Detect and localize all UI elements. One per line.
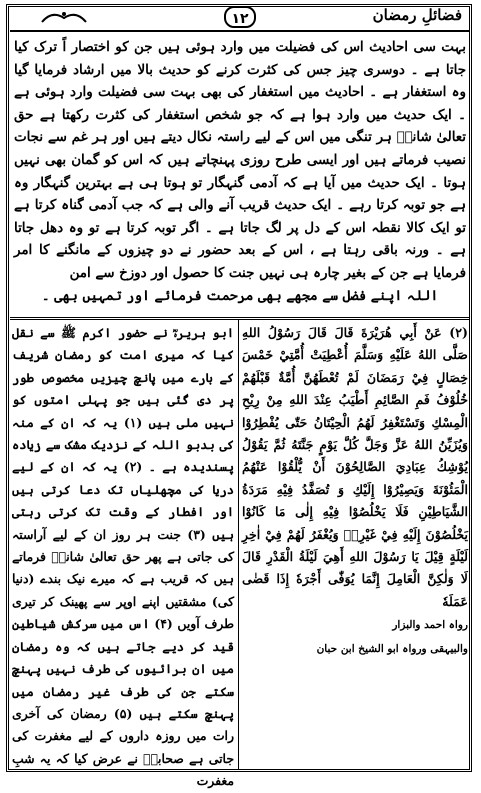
hadith-source-line-2: والبیہقی ورواہ ابو الشیخ ابن حبان xyxy=(316,642,468,655)
urdu-translation-text: ابو ہریرہؓ نے حضور اکرم ﷺ سے نقل کیا کہ میری امت کو رمضان شریف کے بارے میں پانچ چیزیں مخصوص طور پر دی گئی ہیں جو پہلی امتوں کو نہیں ملی ہیں (۱) یہ کہ ان کے منہ کی بدبو اللہ کے نزدیک مشک سے زیادہ پسندیدہ ہے ۔ (۲) یہ کہ ان کے لیے دریا کی مچھلیاں تک دعا کرتی ہیں اور افطار کے وقت تک کرتی رہتی ہیں (۳) جنت ہر روز ان کے لیے آراستہ کی جاتی ہے پھر حق تعالیٰ شانہٗ فرماتے ہیں کہ قریب ہے کہ میرے نیک بندے (دنیا کی) مشقتیں اپنے اوپر سے پھینک کر تیری طرف آویں (۴) اس میں سرکش شیاطین قید کر دیے جاتے ہیں کہ وہ رمضان میں ان برائیوں کی طرف نہیں پہنچ سکتے جن کی طرف غیر رمضان میں پہنچ سکتے ہیں (۵) رمضان کی آخری رات میں روزہ داروں کے لیے مغفرت کی جاتی ہے صحابہؓ نے عرض کیا کہ یہ شبِ مغفرت xyxy=(12,325,235,789)
section-divider xyxy=(10,317,470,320)
ornament-icon xyxy=(40,8,88,26)
page-title: فضائلِ رمضان xyxy=(372,6,462,24)
intro-paragraph xyxy=(14,36,466,307)
hadith-source xyxy=(242,613,468,660)
column-divider xyxy=(238,320,239,770)
arabic-hadith-column xyxy=(242,322,468,660)
page-number: ۱۲ xyxy=(224,6,256,28)
intro-text: بہت سی احادیث اس کی فضیلت میں وارد ہوئی ہیں جن کو اختصار اً ترک کیا جاتا ہے ۔ دوسری چیز جس کی کثرت کرنے کو حدیث بالا میں ارشاد فرمایا گیا وہ استغفار ہے ۔ احادیث میں استغفار کی بھی بہت سی فضیلت وارد ہوئی ہے ۔ ایک حدیث میں وارد ہوا ہے کہ جو شخص استغفار کی کثرت رکھتا ہے حق تعالیٰ شانہٗ ہر تنگی میں اس کے لیے راستہ نکال دیتے ہیں اور ہر غم سے نجات نصیب فرماتے ہیں اور ایسی طرح روزی پہنچاتے ہیں کہ اس کو گمان بھی نہیں ہوتا ۔ ایک حدیث میں آیا ہے کہ آدمی گنہگار تو ہوتا ہی ہے بہترین گنہگار وہ ہے جو توبہ کرتا رہے ۔ ایک حدیث قریب آنے والی ہے کہ جب آدمی گناہ کرتا ہے تو ایک کالا نقطہ اس کے دل پر لگ جاتا ہے ۔ اگر توبہ کرتا ہے تو وہ دھل جاتا ہے ۔ ورنہ باقی رہتا ہے ، اس کے بعد حضور نے دو چیزوں کے مانگنے کا امر فرمایا ہے جن کے بغیر چارہ ہی نہیں جنت کا حصول اور دوزخ سے امن xyxy=(14,39,466,281)
header-rule xyxy=(10,30,470,32)
hadith-source-line-1: رواہ احمد والبزار xyxy=(392,619,468,632)
urdu-translation-column xyxy=(12,322,234,793)
page-header xyxy=(10,6,470,30)
intro-last-line: اللہ اپنے فضل سے مجھے بھی مرحمت فرمائے اور تمہیں بھی ۔ xyxy=(41,287,439,304)
arabic-hadith-text: (۲) عَنْ أَبِي هُرَيْرَةَ قَالَ قَالَ رَسُوْلُ اللهِ صَلَّى اللهُ عَلَيْهِ وَسَلَّمَ أُعْطِيَتْ أُمَّتِيْ خَمْسَ خِصَالٍ فِيْ رَمَضَانَ لَمْ تُعْطَهُنَّ أُمَّةٌ قَبْلَهُمْ خُلُوْفُ فَمِ الصَّائِمِ أَطْيَبُ عِنْدَ اللهِ مِنْ رِيْحِ الْمِسْكِ وَتَسْتَغْفِرُ لَهُمُ الْحِيْتَانُ حَتّٰى يُفْطِرُوْا وَيُزَيِّنُ اللهُ عَزَّ وَجَلَّ كُلَّ يَوْمٍ جَنَّتَهُ ثُمَّ يَقُوْلُ يُوْشِكُ عِبَادِيَ الصَّالِحُوْنَ أَنْ يُّلْقُوْا عَنْهُمُ الْمَئُوْنَةَ وَيَصِيْرُوْا إِلَيْكِ وَ تُصَفَّدُ فِيْهِ مَرَدَةُ الشَّيَاطِيْنِ فَلَا يَخْلُصُوْا فِيْهِ إِلٰى مَا كَانُوْا يَخْلُصُوْنَ إِلَيْهِ فِيْ غَيْرِهٖ وَيُغْفَرُ لَهُمْ فِيْ اٰخِرِ لَيْلَةٍ قِيْلَ يَا رَسُوْلَ اللهِ أَهِيَ لَيْلَةُ الْقَدْرِ قَالَ لَا وَلٰكِنَّ الْعَامِلَ إِنَّمَا يُوَفّٰى أَجْرَهٗ إِذَا قَضٰى عَمَلَهٗ xyxy=(242,325,468,609)
